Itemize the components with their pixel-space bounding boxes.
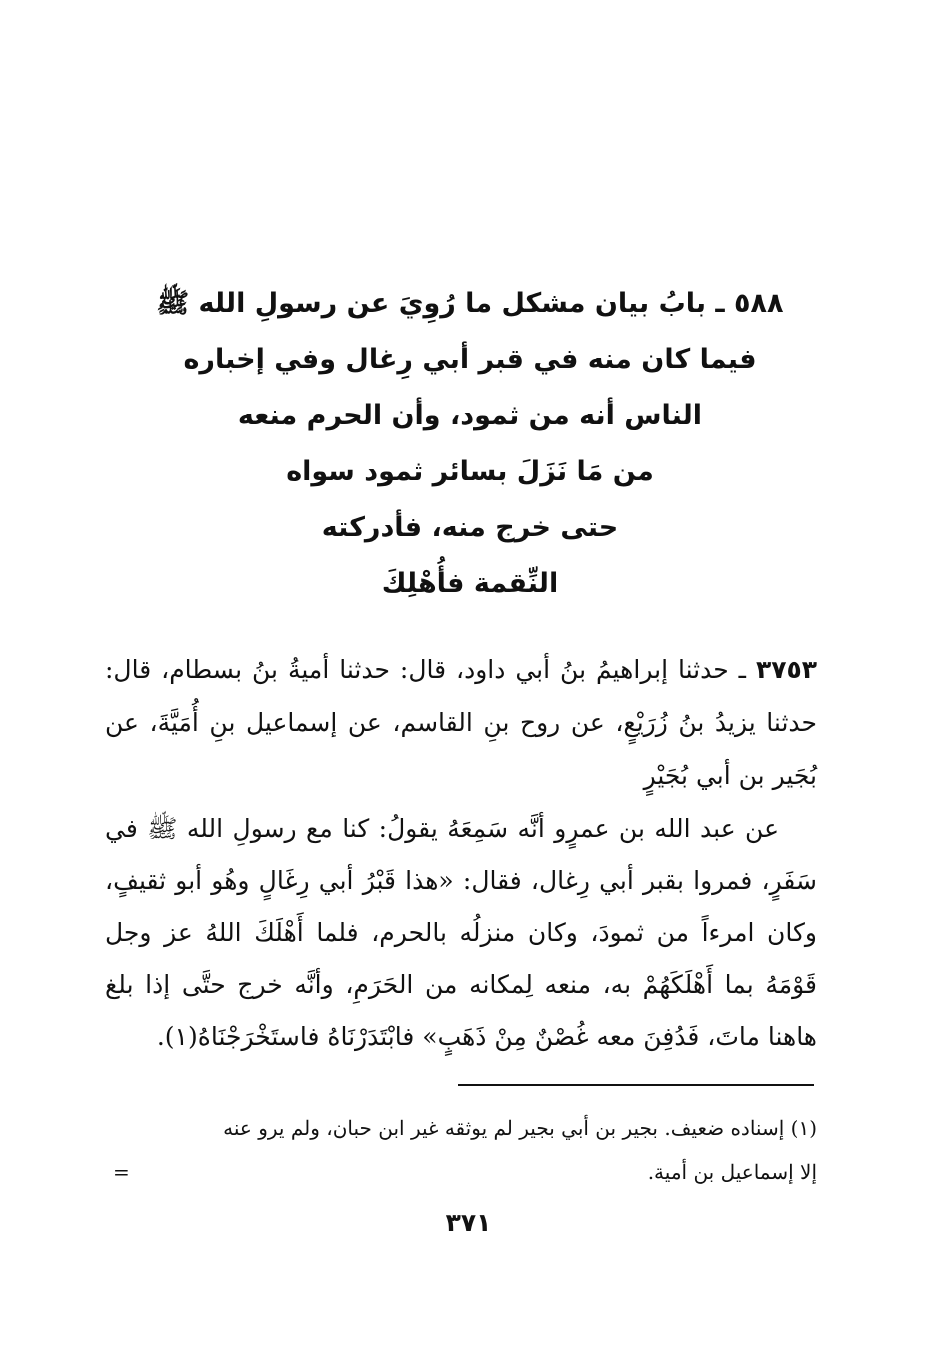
chapter-heading-line: فيما كان منه في قبر أبي رِغال وفي إخباره — [183, 344, 757, 375]
chapter-heading-line: النِّقمة فأُهْلِكَ — [381, 568, 559, 599]
chapter-heading-line: من مَا نَزَلَ بسائر ثمود سواه — [286, 456, 654, 487]
chapter-heading-line: الناس أنه من ثمود، وأن الحرم منعه — [237, 400, 703, 431]
hadith-chain-paragraph — [105, 643, 817, 802]
chapter-heading-line: حتى خرج منه، فأدركته — [321, 512, 619, 543]
footnote-continuation-mark: = — [113, 1160, 130, 1184]
page-number: ٣٧١ — [445, 1208, 492, 1237]
hadith-number: ٣٧٥٣ — [755, 655, 817, 684]
footnote-text-2: إلا إسماعيل بن أمية. — [647, 1160, 817, 1184]
hadith-chain-text: ـ حدثنا إبراهيمُ بنُ أبي داود، قال: حدثنا أميةُ بنُ بسطام، قال: حدثنا يزيدُ بنُ زُرَيْعٍ، عن روح بنِ القاسم، عن إسماعيل بنِ أُمَيَّةَ، عن بُجَير بن أبي بُجَيْرٍ — [105, 655, 817, 790]
footnote-text-1: (١) إسناده ضعيف. بجير بن أبي بجير لم يوثقه غير ابن حبان، ولم يرو عنه — [223, 1116, 817, 1140]
footnote — [105, 1106, 817, 1194]
footnote-line — [105, 1150, 817, 1194]
chapter-heading — [100, 276, 840, 612]
footnote-line — [105, 1106, 817, 1150]
footnote-divider — [458, 1084, 814, 1086]
hadith-text-paragraph: عن عبد الله بن عمرٍو أنَّه سَمِعَهُ يقولُ: كنا مع رسولِ الله ﷺ في سَفَرٍ، فمروا بقبر أبي رِغال، فقال: «هذا قَبْرُ أبي رِغَالٍ وهُو أبو ثقيفٍ، وكان امرءاً من ثمودَ، وكان منزلُه بالحرم، فلما أَهْلَكَ اللهُ عز وجل قَوْمَهُ بما أَهْلَكَهُمْ به، منعه لِمكانه من الحَرَمِ، وأنَّه خرج حتَّى إذا بلغ هاهنا ماتَ، فَدُفِنَ معه غُصْنٌ مِنْ ذَهَبٍ» فابْتَدَرْنَاهُ فاستَخْرَجْنَاهُ(١). — [105, 814, 817, 1051]
chapter-heading-line: ٥٨٨ ـ بابُ بيان مشكل ما رُوِيَ عن رسولِ الله ﷺ — [156, 288, 784, 319]
